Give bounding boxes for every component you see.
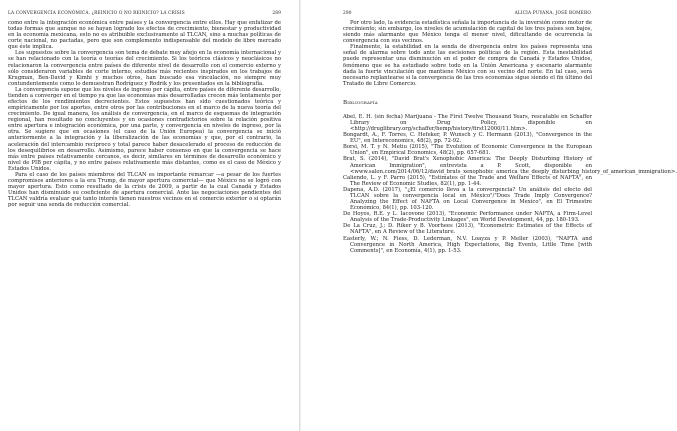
bibliography-entry: Borsi, M. T. y N. Metiu (2015), "The Evolution of Economic Convergence in the European Union", en Empirical Economics, 48(2), pp. 657-681. — [343, 144, 592, 157]
right-paragraph-2: Finalmente, la estabilidad en la senda de divergencia entre los países representa una señal de alarma sobre todo ante las escisiones políticas de la región. Esta inestabilidad puede representar una disminución en el poder de compra de Canadá y Estados Unidos, fenómeno que se ha estudiado sobre todo en la Unión Americana y escenario alarmante dada la fuerte vinculación que mantiene México con su vecino del norte. En tal caso, será necesario replantearse si la convergencia de las tres economías sigue siendo el fin último del Tratado de Libre Comercio. — [343, 44, 592, 87]
left-body-text — [8, 20, 281, 208]
bibliography-entry: Brat, S. (2014), "David Brat's Xenophobic America: The Deeply Disturbing History of American Immigration", entrevista a P. Scott, disponible en <www.salon.com/2014/06/12/david_brats_xenophobic_america_the_deeply_disturbing_history_of_american_immigration>. — [343, 156, 677, 175]
bibliography-heading: Bibliografía — [343, 99, 378, 106]
left-running-head — [8, 9, 281, 17]
right-running-head — [343, 9, 591, 17]
left-running-title: LA CONVERGENCIA ECONÓMICA. ¿REINICIO O NO REINICIO? LA CRISIS — [8, 10, 185, 16]
right-paragraph-1: Por otro lado, la evidencia estadística señala la importancia de la inversión como motor de crecimiento; sin embargo, los niveles de acumulación de capital de los tres países son bajos, siendo más alarmante que México tenga el menor nivel, dificultando de ocurrencia la convergencia con sus vecinos. — [343, 20, 592, 45]
bibliography-entry: De Hoyos, R.E. y L. Iacovone (2013), "Economic Performance under NAFTA, a Firm-Level Analysis of the Trade-Productivity Linkages", en World Development, 44, pp. 180-193. — [343, 211, 592, 224]
bibliography-entry: Caliendo, L. y F. Parro (2015), "Estimates of the Trade and Welfare Effects of NAFTA", en The Review of Economic Studies, 82(1), pp. 1-44. — [343, 174, 592, 187]
bibliography-entry: De La Cruz, J.; D. Riker y B. Voorhees (2013), "Econometric Estimates of the Effects of NAFTA", en A Review of the Literature. — [343, 223, 592, 236]
right-running-title: ALICIA PUYANA, JOSÉ ROMERO — [514, 10, 591, 16]
bibliography-entry: Easterly, W.; N. Fiess, D. Lederman, N.V. Loayza y P. Meller (2003), "NAFTA and Convergence in North America, High Expectations, Big Events, Little Time [with Comments]", en Economía, 4(1), pp. 1-53. — [343, 235, 592, 254]
bibliography-entry: Bongardt, A., F. Torres, C. Hefeker, P. Wunsch y C. Hermann (2013), "Convergence in the EU", en Intereconomics, 48(2), pp. 72-92. — [343, 132, 592, 145]
bibliography-entry: Dapena, A.D. (2017), "¿El comercio lleva a la convergencia? Un análisis del efecto del TLCAN sobre la convergencia local en México"/"Does Trade Imply Convergence? Analyzing the Effect of NAFTA on Local Convergence in Mexico", en El Trimestre Económico, 84(1), pp. 103-120. — [343, 186, 592, 212]
left-page — [0, 0, 299, 431]
left-paragraph-4: Para el caso de los países miembros del TLCAN es importante remarcar —a pesar de los fuertes compromisos anteriores a la era Trump, de mayor apertura comercial— que México no se logró con mayor apertura. Esto como resultado de la crisis de 2009, a partir de la cual Canadá y Estados Unidos han disminuido su coeficiente de apertura comercial. Ante las negociaciones pendientes del TLCAN valdría evaluar qué tanto interés tienen nuestros vecinos en el comercio exterior o si optarán por seguir una senda de reducción comercial. — [8, 171, 281, 209]
right-page — [301, 0, 677, 431]
left-paragraph-1: como entre la integración económica entre países y la convergencia entre ellos. Hay que enfatizar de todas formas que aunque no se hayan logrado los efectos de crecimiento, bienestar y productividad en la economía mexicana, esto no es atribuible exclusivamente al TLCAN, sino a muchas políticas de corte nacional, no pactadas, pero que son complemento indispensable del modelo de libre mercado que éste implica. — [8, 20, 281, 51]
right-page-number: 290 — [343, 10, 352, 16]
left-page-number: 289 — [272, 10, 281, 16]
left-paragraph-2: Los supuestos sobre la convergencia son tema de debate muy añejo en la economía internacional y se han relacionado con la teoría o teorías del crecimiento. Si los teóricos clásicos y neoclásicos no relacionaron la convergencia entre países de diferente nivel de desarrollo con el comercio externo y sólo consideraron variables de corte interno, estudios más recientes inspirados en los trabajos de Krugman, Ben-David y Kimhi y muchos otros, han buscado esa vinculación, no siempre muy contundentemente como lo demuestran Rodríguez y Rodrik y los presentados en la bibliografía. — [8, 50, 281, 87]
bibliography-entry: Abel, E. H. (sin fecha) Marijuana - The First Twelve Thousand Years, rescatable en Schaffer Library on Drug Policy, disponible en <http://druglibrary.org/schaffer/hemp/history/first12000/11.htm>. — [343, 113, 592, 133]
right-body-text — [343, 20, 677, 254]
left-paragraph-3: La convergencia supone que los niveles de ingreso per cápita, entre países de diferente desarrollo, tienden a converger en el tiempo ya que las economías más desarrolladas crecen más lentamente por efectos de los rendimientos decrecientes. Estos supuestos han sido cuestionados teórica y empíricamente por los aportes, entre otros por las contribuciones en el marco de la nueva teoría del crecimiento. De igual manera, los análisis de convergencia, en el marco de esquemas de integración regional, han resultado no concluyentes y en ocasiones contradictorios sobre la relación positiva entre apertura e integración económica, por una parte, y convergencia en niveles de ingreso, por la otra. Se sugiere que en ocasiones (el caso de la Unión Europea) la convergencia se inició anteriormente a la integración y la liberalización de las economías y que, por el contrario, la aceleración del intercambio recíproco y total parece haber desacelerado el proceso de reducción de los desequilibrios en desarrollo. Asimismo, parece haber consenso en que la convergencia se hace más entre países relativamente cercanos, es decir, similares en términos de desarrollo económico y nivel de PIB per cápita, y no entre países relativamente más distantes, como es el caso de México y Estados Unidos. — [8, 86, 281, 172]
